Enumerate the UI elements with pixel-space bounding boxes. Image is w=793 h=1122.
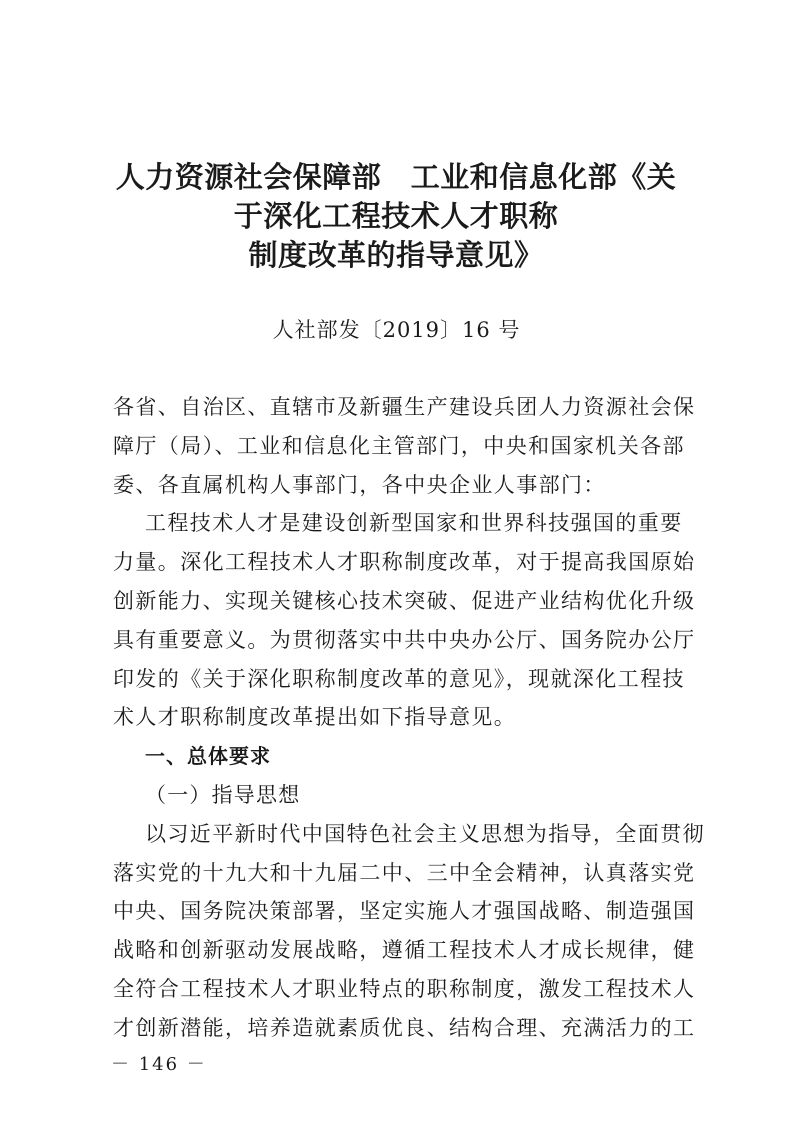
guiding-line-5: 全符合工程技术人才职业特点的职称制度，激发工程技术人 bbox=[113, 976, 696, 1001]
addressee-line-3: 委、各直属机构人事部门，各中央企业人事部门： bbox=[113, 472, 606, 497]
addressee-line-1: 各省、自治区、直辖市及新疆生产建设兵团人力资源社会保 bbox=[113, 395, 696, 419]
intro-line-6: 术人才职称制度改革提出如下指导意见。 bbox=[113, 705, 517, 730]
guiding-line-6: 才创新潜能，培养造就素质优良、结构合理、充满活力的工 bbox=[113, 1015, 696, 1040]
intro-line-4: 具有重要意义。为贯彻落实中共中央办公厅、国务院办公厅 bbox=[113, 627, 696, 652]
addressee-line-2: 障厅（局）、工业和信息化主管部门，中央和国家机关各部 bbox=[113, 433, 685, 458]
document-title bbox=[96, 158, 696, 275]
title-line-3: 制度改革的指导意见》 bbox=[248, 238, 544, 272]
title-line-2: 于深化工程技术人才职称 bbox=[233, 199, 559, 233]
guiding-line-2: 落实党的十九大和十九届二中、三中全会精神，认真落实党 bbox=[113, 860, 696, 885]
guiding-line-4: 战略和创新驱动发展战略，遵循工程技术人才成长规律，健 bbox=[113, 938, 696, 963]
document-body bbox=[113, 388, 705, 1048]
document-number: 人社部发〔2019〕16 号 bbox=[272, 318, 521, 342]
intro-line-1: 工程技术人才是建设创新型国家和世界科技强国的重要 bbox=[145, 511, 683, 536]
intro-line-5: 印发的《关于深化职称制度改革的意见》，现就深化工程技 bbox=[113, 666, 685, 691]
intro-line-3: 创新能力、实现关键核心技术突破、促进产业结构优化升级 bbox=[113, 588, 696, 613]
subsection-heading: （一）指导思想 bbox=[145, 782, 301, 807]
section-heading: 一、总体要求 bbox=[145, 744, 271, 769]
guiding-line-3: 中央、国务院决策部署，坚定实施人才强国战略、制造强国 bbox=[113, 899, 696, 924]
intro-line-2: 力量。深化工程技术人才职称制度改革，对于提高我国原始 bbox=[113, 550, 696, 575]
guiding-line-1: 以习近平新时代中国特色社会主义思想为指导，全面贯彻 bbox=[145, 821, 705, 846]
title-line-1: 人力资源社会保障部 工业和信息化部《关 bbox=[115, 160, 677, 194]
page-number: － 146 － bbox=[111, 1054, 207, 1075]
